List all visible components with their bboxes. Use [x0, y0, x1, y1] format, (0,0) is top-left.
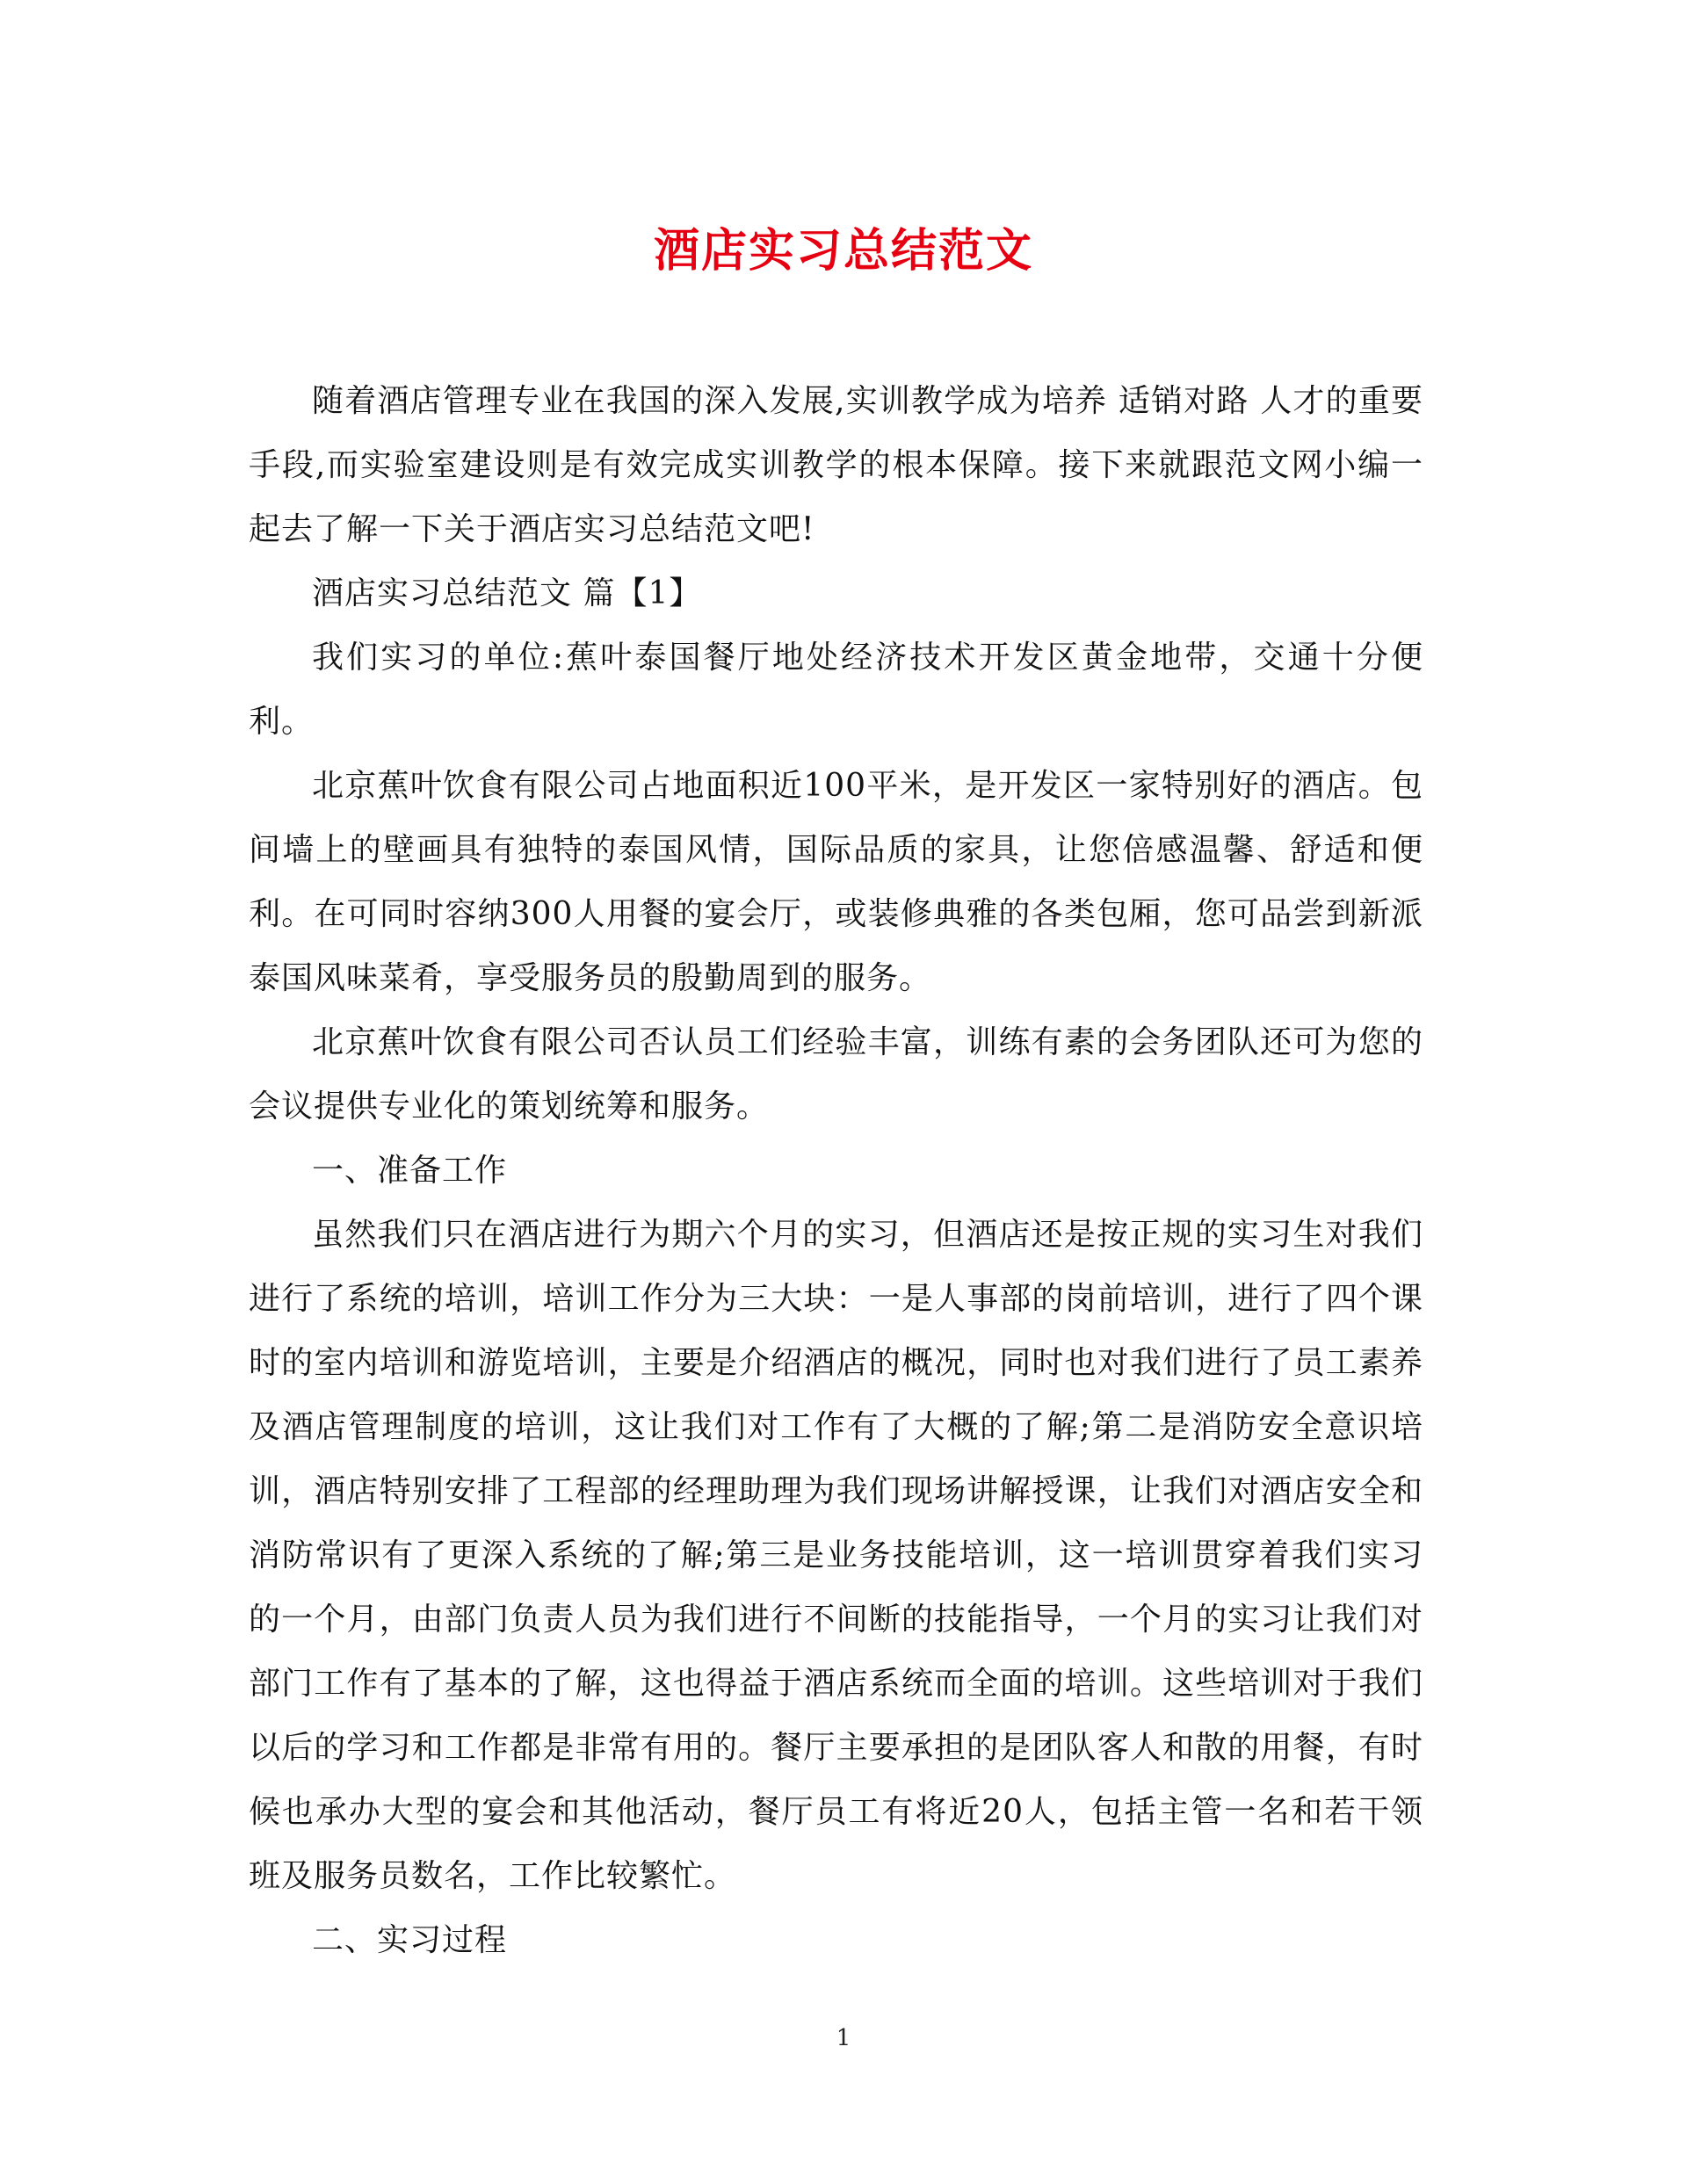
document-body	[249, 369, 1423, 1972]
intro-paragraph: 随着酒店管理专业在我国的深入发展,实训教学成为培养 适销对路 人才的重要手段,而实验室建设则是有效完成实训教学的根本保障。接下来就跟范文网小编一起去了解一下关于酒店实习总结范文吧!	[249, 383, 1423, 547]
section-heading: 二、实习过程	[312, 1922, 508, 1958]
body-paragraph: 北京蕉叶饮食有限公司否认员工们经验丰富，训练有素的会务团队还可为您的会议提供专业化的策划统筹和服务。	[249, 1024, 1423, 1125]
document-title: 酒店实习总结范文	[653, 224, 1033, 278]
page-number: 1	[836, 2025, 851, 2051]
section-heading: 一、准备工作	[312, 1153, 508, 1189]
section-heading: 酒店实习总结范文 篇【1】	[312, 575, 702, 611]
body-paragraph: 我们实习的单位:蕉叶泰国餐厅地处经济技术开发区黄金地带，交通十分便利。	[249, 640, 1423, 740]
body-paragraph: 北京蕉叶饮食有限公司占地面积近100平米，是开发区一家特别好的酒店。包间墙上的壁画具有独特的泰国风情，国际品质的家具，让您倍感温馨、舒适和便利。在可同时容纳300人用餐的宴会厅，或装修典雅的各类包厢，您可品尝到新派泰国风味菜肴，享受服务员的殷勤周到的服务。	[249, 768, 1423, 996]
body-paragraph: 虽然我们只在酒店进行为期六个月的实习，但酒店还是按正规的实习生对我们进行了系统的培训，培训工作分为三大块：一是人事部的岗前培训，进行了四个课时的室内培训和游览培训，主要是介绍酒店的概况，同时也对我们进行了员工素养及酒店管理制度的培训，这让我们对工作有了大概的了解;第二是消防安全意识培训，酒店特别安排了工程部的经理助理为我们现场讲解授课，让我们对酒店安全和消防常识有了更深入系统的了解;第三是业务技能培训，这一培训贯穿着我们实习的一个月，由部门负责人员为我们进行不间断的技能指导，一个月的实习让我们对部门工作有了基本的了解，这也得益于酒店系统而全面的培训。这些培训对于我们以后的学习和工作都是非常有用的。餐厅主要承担的是团队客人和散的用餐，有时候也承办大型的宴会和其他活动，餐厅员工有将近20人，包括主管一名和若干领班及服务员数名，工作比较繁忙。	[249, 1217, 1423, 1894]
